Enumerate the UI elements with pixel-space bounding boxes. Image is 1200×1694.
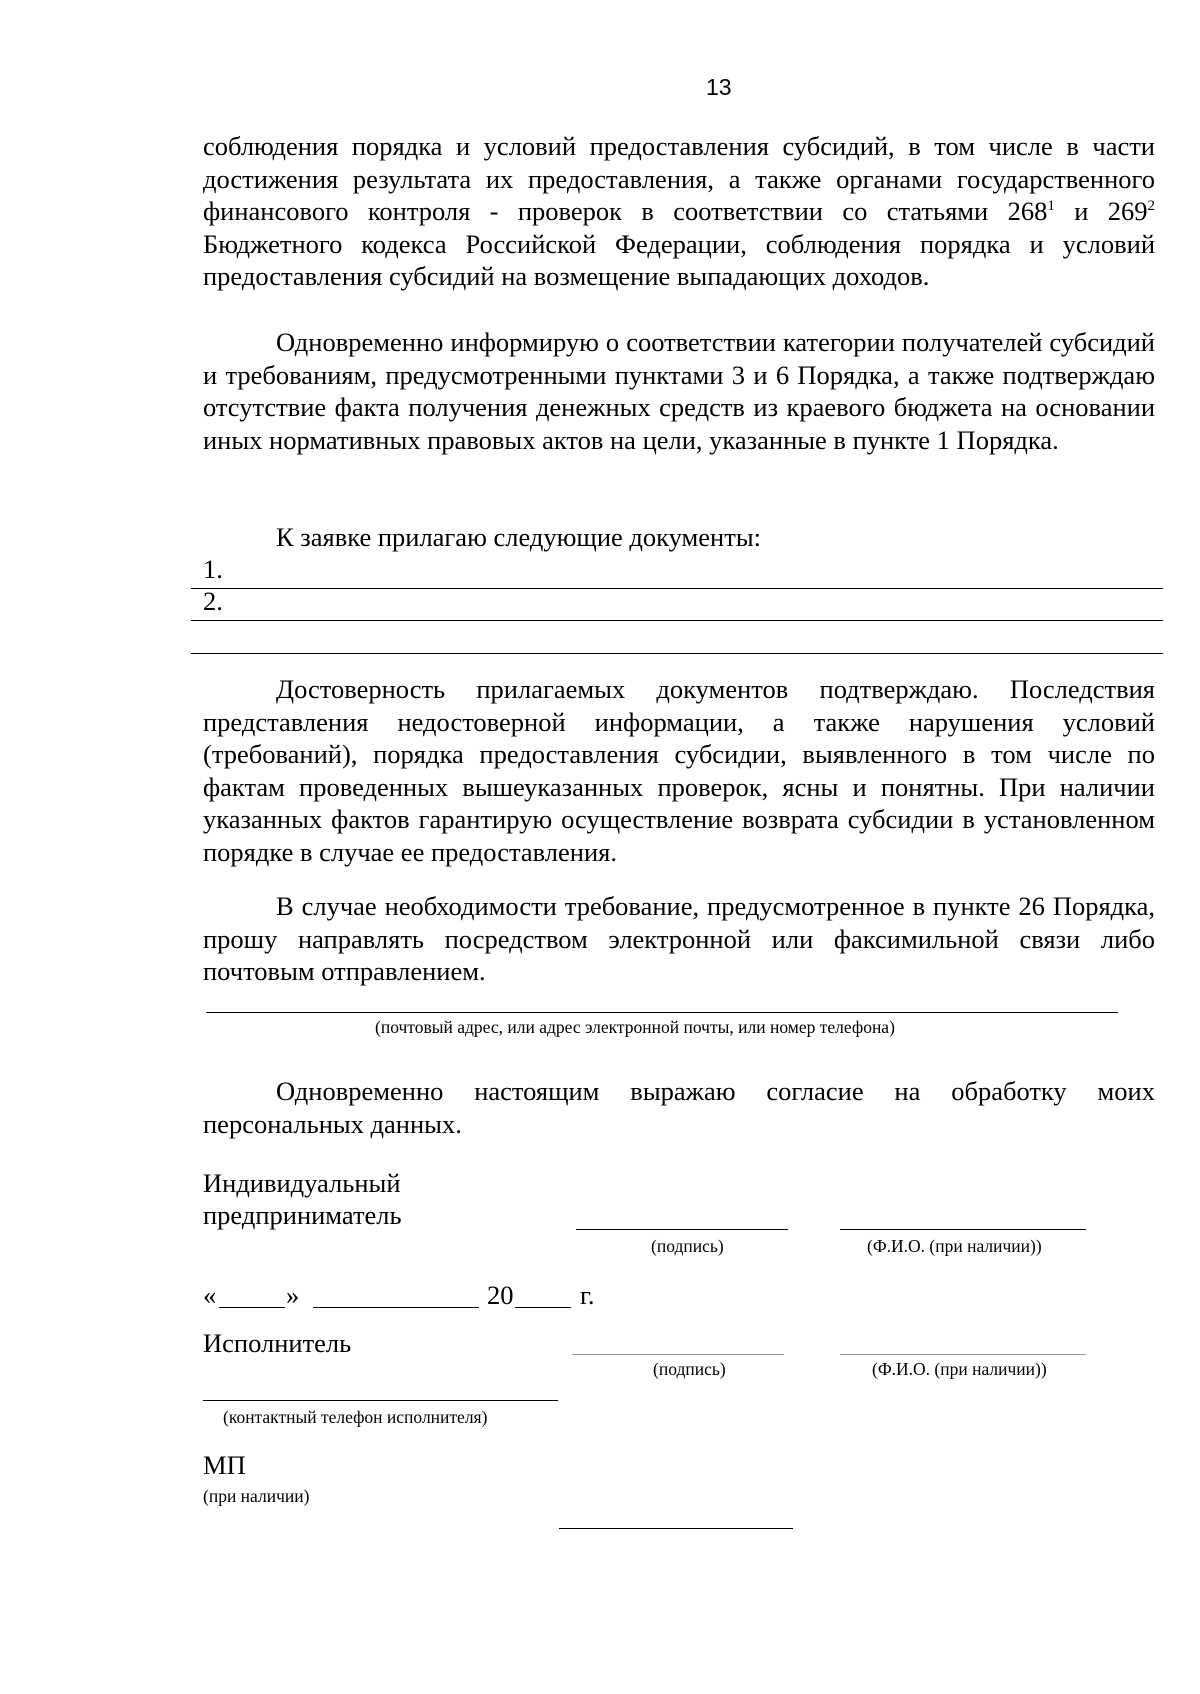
attachment-item-3-line[interactable]: [191, 653, 1163, 654]
name-line[interactable]: [840, 1229, 1086, 1230]
date-year-line[interactable]: [515, 1307, 571, 1308]
date-year-prefix: 20: [487, 1280, 514, 1310]
contact-caption: (почтовый адрес, или адрес электронной почты, или номер телефона): [375, 1017, 895, 1037]
date-close-quote: »: [286, 1280, 300, 1310]
stamp-label: МП: [203, 1450, 246, 1480]
executor-signature-line[interactable]: [572, 1354, 784, 1355]
page-number: 13: [706, 74, 732, 100]
executor-signature-caption: (подпись): [653, 1359, 726, 1379]
signature-line[interactable]: [576, 1229, 788, 1230]
role-line-2: предприниматель: [203, 1200, 402, 1230]
date-day-line[interactable]: [219, 1307, 285, 1308]
contact-address-line[interactable]: [206, 1012, 1118, 1013]
signature-caption: (подпись): [651, 1236, 724, 1256]
paragraph-personal-data-consent: Одновременно настоящим выражаю согласие на обработку моих персональных данных.: [203, 1076, 1155, 1139]
date-open-quote: «: [203, 1280, 217, 1310]
attachments-intro: К заявке прилагаю следующие документы:: [276, 522, 761, 552]
attachment-item-1-line[interactable]: [191, 588, 1163, 589]
paragraph-control-audits: соблюдения порядка и условий предоставления субсидий, в том числе в части достижения результата их предоставления, а также органами государственного финансового контроля - проверок в соответствии со статьями $268^1$ и $269^2$ Бюджетного кодекса Российской Федерации, соблюдения порядка и условий предоставления субсидий на возмещение выпадающих доходов.: [203, 131, 1155, 292]
attachment-item-2-label: 2.: [203, 586, 223, 616]
paragraph-requirement-delivery: В случае необходимости требование, предусмотренное в пункте 26 Порядка, прошу направлять посредством электронной или факсимильной связи либо почтовым отправлением.: [203, 891, 1155, 987]
paragraph-eligibility: Одновременно информирую о соответствии категории получателей субсидий и требованиям, предусмотренными пунктами 3 и 6 Порядка, а также подтверждаю отсутствие факта получения денежных средств из краевого бюджета на основании иных нормативных правовых актов на цели, указанные в пункте 1 Порядка.: [203, 327, 1155, 455]
executor-name-line[interactable]: [840, 1354, 1086, 1355]
executor-phone-line[interactable]: [203, 1400, 558, 1401]
attachment-item-1-label: 1.: [203, 554, 223, 584]
stamp-signature-line[interactable]: [559, 1528, 793, 1529]
stamp-caption: (при наличии): [203, 1486, 310, 1506]
date-year-suffix: г.: [580, 1280, 595, 1310]
executor-phone-caption: (контактный телефон исполнителя): [223, 1407, 488, 1427]
name-caption: (Ф.И.О. (при наличии)): [867, 1236, 1042, 1256]
paragraph-reliability: Достоверность прилагаемых документов подтверждаю. Последствия представления недостоверной информации, а также нарушения условий (требований), порядка предоставления субсидии, выявленного в том числе по фактам проведенных вышеуказанных проверок, ясны и понятны. При наличии указанных фактов гарантирую осуществление возврата субсидии в установленном порядке в случае ее предоставления.: [203, 674, 1155, 867]
attachment-item-2-line[interactable]: [191, 620, 1163, 621]
executor-label: Исполнитель: [203, 1328, 352, 1358]
role-line-1: Индивидуальный: [203, 1168, 401, 1198]
date-month-line[interactable]: [313, 1307, 479, 1308]
executor-name-caption: (Ф.И.О. (при наличии)): [872, 1359, 1047, 1379]
